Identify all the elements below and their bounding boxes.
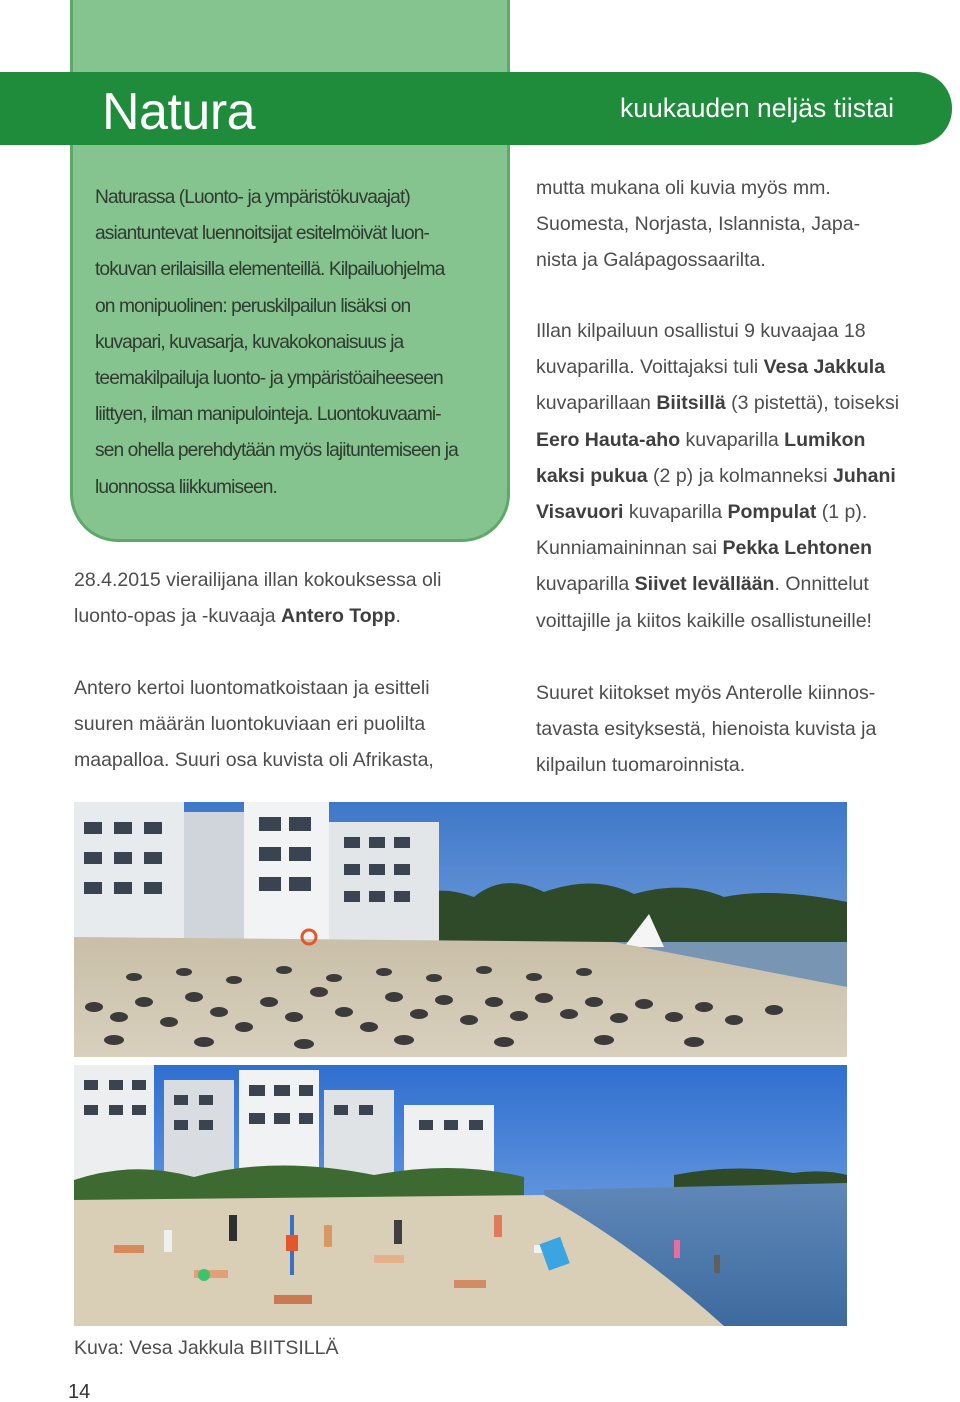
text-line: 28.4.2015 vierailijana illan kokouksessa oli [74, 569, 442, 591]
text-line [536, 458, 956, 494]
text-line: kilpailun tuomaroinnista. [536, 754, 746, 777]
info-line: luonnossa liikkumiseen. [95, 476, 277, 498]
photo-geese-beach [74, 802, 847, 1057]
text-line: tavasta esityksestä, hienoista kuvista ja [536, 718, 877, 741]
text-line: Illan kilpailuun osallistui 9 kuvaajaa 18 [536, 320, 866, 342]
info-line: liittyen, ilman manipulointeja. Luontokuvaami- [95, 404, 441, 426]
winner-work: Biitsillä [656, 392, 726, 415]
honorable-work: Siivet levällään [634, 573, 775, 596]
text-line [536, 530, 956, 566]
text-line [74, 598, 514, 634]
text-span: (2 p) ja kolmanneksi [647, 464, 833, 487]
text-line: nista ja Galápagossaarilta. [536, 249, 766, 272]
second-name: Eero Hauta-aho [536, 428, 681, 451]
second-work: Lumikon [784, 428, 866, 451]
info-line: sen ohella perehdytään myös lajituntemiseen ja [95, 440, 458, 462]
info-box-text [95, 180, 505, 506]
left-paragraph-1 [74, 562, 514, 634]
right-paragraph-3 [536, 675, 956, 784]
text-line: Suuret kiitokset myös Anterolle kiinnos- [536, 682, 876, 704]
text-span: kuvaparilla. Voittajaksi tuli [536, 356, 764, 379]
left-paragraph-2 [74, 670, 514, 779]
text-span: luonto-opas ja -kuvaaja [74, 605, 282, 628]
third-name: Juhani [832, 464, 896, 487]
text-line: mutta mukana oli kuvia myös mm. [536, 177, 831, 199]
info-line: Naturassa (Luonto- ja ympäristökuvaajat) [95, 187, 410, 208]
page-title: Natura [102, 83, 256, 141]
info-line: asiantuntevat luennoitsijat esitelmöivät luon- [95, 223, 430, 245]
third-work: Pompulat [727, 501, 817, 524]
winner-name: Vesa Jakkula [763, 356, 886, 379]
text-span: (3 pistettä), toiseksi [725, 392, 900, 415]
geese-beach-image [74, 802, 847, 1057]
info-line: teemakilpailuja luonto- ja ympäristöaiheeseen [95, 368, 443, 390]
speaker-name: Antero Topp [281, 605, 396, 628]
page-subtitle: kuukauden neljäs tiistai [619, 93, 894, 123]
text-span: . Onnittelut [774, 573, 869, 596]
text-span: kuvaparilla [623, 501, 728, 524]
text-span: kuvaparilla [680, 428, 785, 451]
text-span: Kunniamaininnan sai [536, 537, 723, 560]
text-line: suuren määrän luontokuviaan eri puolilta [74, 713, 426, 736]
photo-caption: Kuva: Vesa Jakkula BIITSILLÄ [74, 1337, 339, 1359]
text-span: (1 p). [816, 501, 868, 524]
third-name-cont: Visavuori [536, 501, 624, 524]
text-span: kuvaparilla [536, 573, 635, 596]
info-line: on monipuolinen: peruskilpailun lisäksi on [95, 295, 411, 317]
honorable-name: Pekka Lehtonen [722, 537, 873, 560]
text-span: . [395, 605, 401, 628]
text-line [536, 494, 956, 530]
text-line [536, 349, 956, 385]
text-line [536, 422, 956, 458]
right-paragraph-1 [536, 170, 956, 279]
text-line: Suomesta, Norjasta, Islannista, Japa- [536, 213, 861, 236]
text-line [536, 385, 956, 421]
text-span: kuvaparillaan [536, 392, 657, 415]
text-line: Antero kertoi luontomatkoistaan ja esitteli [74, 677, 430, 699]
second-work-cont: kaksi pukua [536, 464, 648, 487]
people-beach-image [74, 1065, 847, 1326]
text-line: maapalloa. Suuri osa kuvista oli Afrikasta, [74, 749, 434, 772]
photo-people-beach [74, 1065, 847, 1326]
text-line [536, 566, 956, 602]
info-line: tokuvan erilaisilla elementeillä. Kilpailuohjelma [95, 259, 445, 281]
page-number: 14 [68, 1381, 91, 1402]
text-line: voittajille ja kiitos kaikille osallistuneille! [536, 609, 872, 632]
info-line: kuvapari, kuvasarja, kuvakokonaisuus ja [95, 331, 404, 353]
right-paragraph-results [536, 313, 956, 639]
